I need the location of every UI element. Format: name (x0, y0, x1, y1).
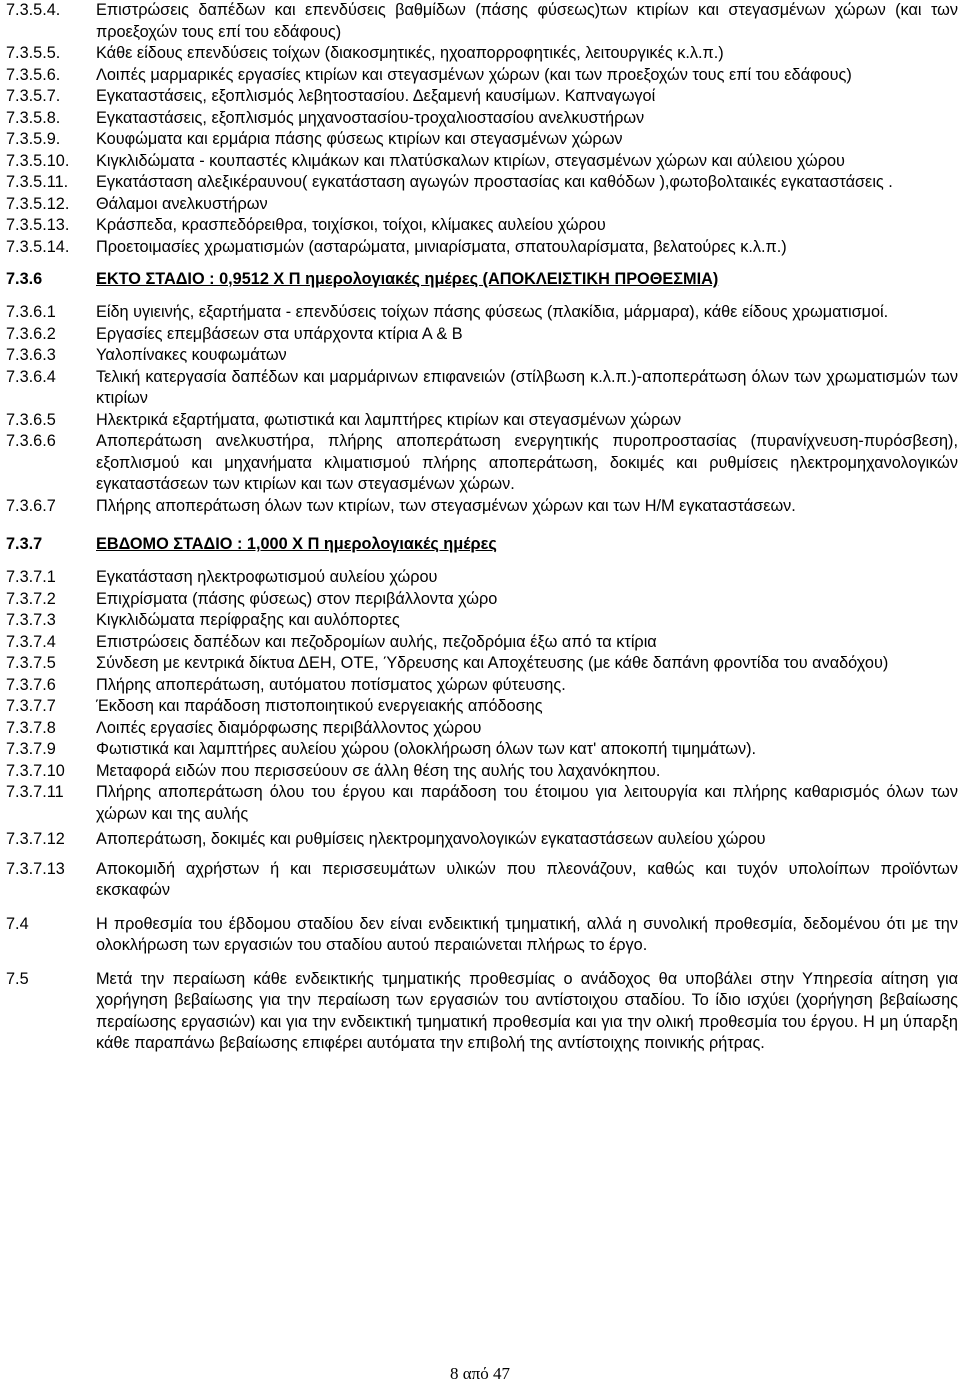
item-number: 7.3.7.5 (6, 654, 56, 672)
list-item (6, 215, 958, 237)
list-item (6, 0, 958, 43)
paragraph-7-4 (6, 914, 958, 957)
list-item (6, 324, 958, 346)
item-number: 7.3.5.9. (6, 130, 61, 148)
list-item (6, 696, 958, 718)
list-item (6, 43, 958, 65)
item-text: Εγκατάσταση ηλεκτροφωτισμού αυλείου χώρου (96, 568, 438, 586)
list-item (6, 675, 958, 697)
list-item (6, 567, 958, 589)
item-number: 7.3.6.2 (6, 324, 56, 343)
paragraph-number: 7.5 (6, 969, 29, 988)
item-text: Φωτιστικά και λαμπτήρες αυλείου χώρου (ολοκλήρωση όλων των κατ' αποκοπή τιμημάτων). (96, 740, 757, 758)
item-text: Κουφώματα και ερμάρια πάσης φύσεως κτιρίων και στεγασμένων χώρων (96, 130, 623, 148)
list-item (6, 410, 958, 432)
item-number: 7.3.5.4. (6, 1, 61, 19)
item-number: 7.3.5.10. (6, 151, 70, 170)
item-text: Μεταφορά ειδών που περισσεύουν σε άλλη θέση της αυλής του λαχανόκηπου. (96, 761, 661, 780)
list-item (6, 589, 958, 611)
section-7-3-6-list (6, 302, 958, 517)
item-text: Εγκατάσταση αλεξικέραυνου( εγκατάσταση αγωγών προστασίας και καθόδων ),φωτοβολταικές εγκαταστάσεις . (96, 173, 893, 191)
item-text: Πλήρης αποπεράτωση όλων των κτιρίων, των στεγασμένων χώρων και των Η/Μ εγκαταστάσεων. (96, 496, 796, 515)
item-number: 7.3.7.11 (6, 783, 64, 801)
item-text: Θάλαμοι ανελκυστήρων (96, 194, 268, 213)
item-number: 7.3.6.4 (6, 367, 56, 386)
item-number: 7.3.6.3 (6, 346, 56, 364)
list-item (6, 65, 958, 87)
list-item (6, 859, 958, 902)
list-item (6, 302, 958, 324)
item-number: 7.3.5.7. (6, 87, 61, 105)
list-item (6, 632, 958, 654)
list-item (6, 237, 958, 259)
list-item (6, 194, 958, 216)
list-item (6, 739, 958, 761)
item-number: 7.3.6.7 (6, 496, 56, 515)
list-item (6, 653, 958, 675)
list-item (6, 718, 958, 740)
item-text: Κάθε είδους επενδύσεις τοίχων (διακοσμητικές, ηχοαπορροφητικές, λειτουργικές κ.λ.π.) (96, 44, 724, 62)
list-item (6, 108, 958, 130)
item-number: 7.3.5.6. (6, 65, 61, 84)
list-item (6, 86, 958, 108)
item-text: Επιχρίσματα (πάσης φύσεως) στον περιβάλλοντα χώρο (96, 589, 498, 608)
item-text: Είδη υγιεινής, εξαρτήματα - επενδύσεις τοίχων πάσης φύσεως (πλακίδια, μάρμαρα), κάθε είδους χρωματισμοί. (96, 303, 889, 321)
item-text: Εγκαταστάσεις, εξοπλισμός λεβητοστασίου. Δεξαμενή καυσίμων. Καπναγωγοί (96, 87, 656, 105)
item-number: 7.3.5.13. (6, 216, 70, 234)
list-item (6, 496, 958, 518)
item-text: Αποπεράτωση, δοκιμές και ρυθμίσεις ηλεκτρομηχανολογικών εγκαταστάσεων αυλείου χώρου (96, 830, 766, 848)
item-number: 7.3.6.5 (6, 410, 56, 429)
item-number: 7.3.5.5. (6, 44, 61, 62)
item-text: Έκδοση και παράδοση πιστοποιητικού ενεργειακής απόδοσης (96, 697, 543, 715)
list-item (6, 829, 958, 851)
item-text: Λοιπές μαρμαρικές εργασίες κτιρίων και στεγασμένων χώρων (και των προεξοχών τους επί του εδάφους) (96, 65, 852, 84)
item-number: 7.3.6.1 (6, 303, 56, 321)
list-item (6, 129, 958, 151)
item-number: 7.3.6.6 (6, 432, 56, 450)
paragraph-number: 7.4 (6, 914, 29, 933)
heading-title: ΕΒΔΟΜΟ ΣΤΑΔΙΟ : 1,000 Χ Π ημερολογιακές ημέρες (96, 535, 497, 553)
paragraph-7-5 (6, 969, 958, 1055)
item-number: 7.3.5.8. (6, 108, 61, 127)
item-number: 7.3.7.10 (6, 761, 65, 780)
section-heading-7-3-6 (6, 268, 958, 290)
list-item (6, 761, 958, 783)
item-number: 7.3.7.1 (6, 568, 56, 586)
item-text: Ηλεκτρικά εξαρτήματα, φωτιστικά και λαμπτήρες κτιρίων και στεγασμένων χώρων (96, 410, 682, 429)
list-item (6, 172, 958, 194)
item-number: 7.3.7.4 (6, 632, 56, 651)
item-number: 7.3.5.12. (6, 194, 70, 213)
item-number: 7.3.7.7 (6, 697, 56, 715)
item-number: 7.3.5.14. (6, 237, 70, 256)
item-text: Κιγκλιδώματα - κουπαστές κλιμάκων και πλατύσκαλων κτιρίων, στεγασμένων χώρων και αύλειου χώρου (96, 151, 845, 170)
section-heading-7-3-7 (6, 533, 958, 555)
item-text: Λοιπές εργασίες διαμόρφωσης περιβάλλοντος χώρου (96, 718, 482, 737)
item-text: Σύνδεση με κεντρικά δίκτυα ΔΕΗ, ΟΤΕ, Ύδρευσης και Αποχέτευσης (με κάθε δαπάνη φροντίδα του αναδόχου) (96, 654, 889, 672)
item-number: 7.3.7.2 (6, 589, 56, 608)
page-number: 8 από 47 (450, 1364, 510, 1383)
item-text: Επιστρώσεις δαπέδων και επενδύσεις βαθμίδων (πάσης φύσεως)των κτιρίων και στεγασμένων χώρων (και των προεξοχών τους επί του εδάφους) (96, 1, 958, 41)
item-number: 7.3.7.13 (6, 859, 65, 878)
item-number: 7.3.5.11. (6, 173, 69, 191)
list-item (6, 367, 958, 410)
section-7-3-5-list (6, 0, 958, 258)
paragraph-text: Η προθεσμία του έβδομου σταδίου δεν είναι ενδεικτική τμηματική, αλλά η συνολική προθεσμία, δεδομένου ότι με την ολοκλήρωση των εργασιών του σταδίου αυτού περαιώνεται πλήρως το έργο. (96, 914, 958, 954)
item-text: Εργασίες επεμβάσεων στα υπάρχοντα κτίρια Α & Β (96, 324, 463, 343)
item-text: Αποκομιδή αχρήστων ή και περισσευμάτων υλικών που πλεονάζουν, καθώς και τυχόν υπολοίπων προϊόντων εκσκαφών (96, 859, 958, 899)
item-number: 7.3.7.3 (6, 611, 56, 629)
item-text: Υαλοπίνακες κουφωμάτων (96, 346, 287, 364)
list-item (6, 782, 958, 825)
item-text: Προετοιμασίες χρωματισμών (ασταρώματα, μινιαρίσματα, σπατουλαρίσματα, βελατούρες κ.λ.π.) (96, 237, 787, 256)
heading-number: 7.3.7 (6, 535, 43, 553)
heading-number: 7.3.6 (6, 270, 43, 288)
list-item (6, 431, 958, 496)
item-number: 7.3.7.8 (6, 718, 56, 737)
item-text: Κράσπεδα, κρασπεδόρειθρα, τοιχίσκοι, τοίχοι, κλίμακες αυλείου χώρου (96, 216, 606, 234)
item-text: Τελική κατεργασία δαπέδων και μαρμάρινων επιφανειών (στίλβωση κ.λ.π.)-αποπεράτωση όλων των χρωματισμών των κτιρίων (96, 367, 958, 407)
section-7-3-7-list (6, 567, 958, 902)
item-number: 7.3.7.9 (6, 740, 56, 758)
list-item (6, 610, 958, 632)
item-text: Εγκαταστάσεις, εξοπλισμός μηχανοστασίου-τροχαλιοστασίου ανελκυστήρων (96, 108, 645, 127)
item-number: 7.3.7.6 (6, 675, 56, 694)
item-text: Πλήρης αποπεράτωση όλου του έργου και παράδοση του έτοιμου για λειτουργία και πλήρης καθαρισμός όλων των χώρων και της αυλής (96, 783, 958, 823)
item-text: Κιγκλιδώματα περίφραξης και αυλόπορτες (96, 611, 400, 629)
item-text: Πλήρης αποπεράτωση, αυτόματου ποτίσματος χώρων φύτευσης. (96, 675, 566, 694)
item-number: 7.3.7.12 (6, 830, 65, 848)
item-text: Επιστρώσεις δαπέδων και πεζοδρομίων αυλής, πεζοδρόμια έξω από τα κτίρια (96, 632, 657, 651)
list-item (6, 345, 958, 367)
list-item (6, 151, 958, 173)
item-text: Αποπεράτωση ανελκυστήρα, πλήρης αποπεράτωση ενεργητικής πυροπροστασίας (πυρανίχνευση-πυρόσβεση), εξοπλισμού και μηχανήματα κλιματισμού πλήρης αποπεράτωση, δοκιμές και ρυθμίσεις ηλεκτρομηχανολογικών εγκαταστάσεων των κτιρίων και των στεγασμένων χώρων. (96, 432, 958, 493)
document-body (6, 0, 958, 1055)
paragraph-text: Μετά την περαίωση κάθε ενδεικτικής τμηματικής προθεσμίας ο ανάδοχος θα υποβάλει στην Υπηρεσία αίτηση για χορήγηση βεβαίωσης για την περαίωση των εργασιών του αντίστοιχου σταδίου. Το ίδιο ισχύει (χορήγηση βεβαίωσης περαίωσης εργασιών) και για την ενδεικτική τμηματική προθεσμία και για την ολική προθεσμία του έργου. Η μη ύπαρξη κάθε παραπάνω βεβαίωσης επιφέρει αυτόματα την επιβολή της αντίστοιχης ποινικής ρήτρας. (96, 969, 958, 1052)
heading-title: ΕΚΤΟ ΣΤΑΔΙΟ : 0,9512 Χ Π ημερολογιακές ημέρες (ΑΠΟΚΛΕΙΣΤΙΚΗ ΠΡΟΘΕΣΜΙΑ) (96, 270, 719, 288)
